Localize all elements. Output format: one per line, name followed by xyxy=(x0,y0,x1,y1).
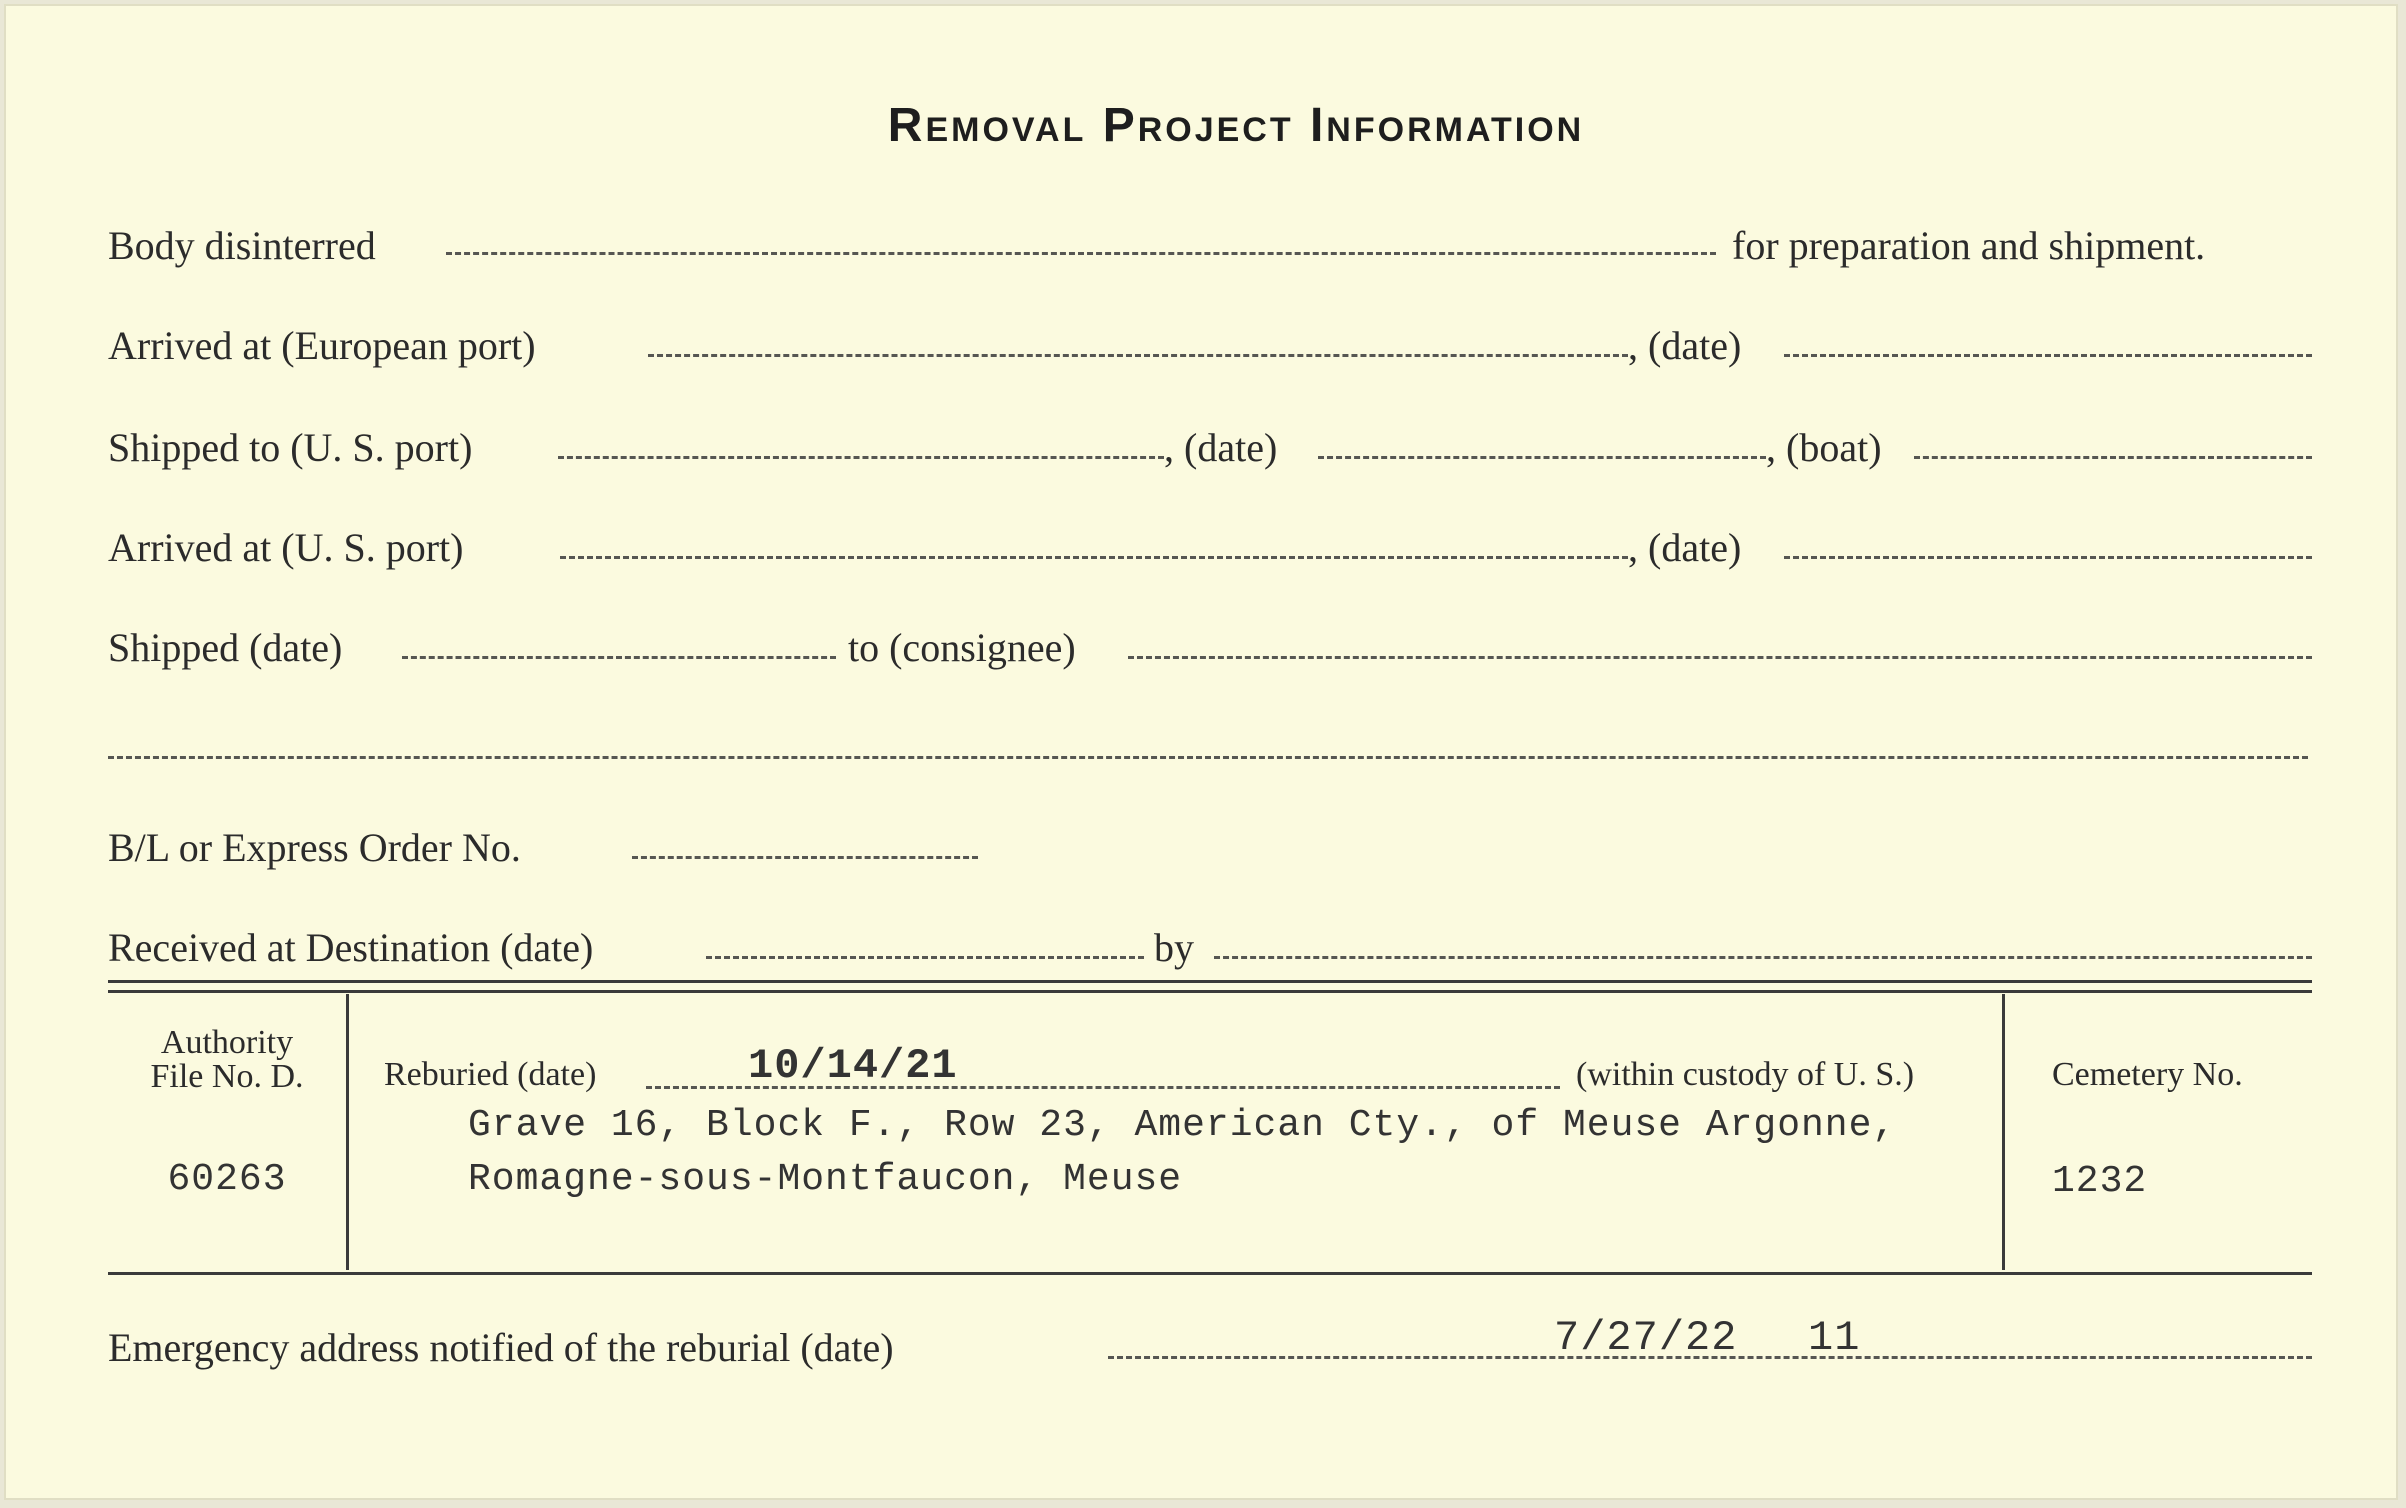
arrived-european-label: Arrived at (European port) xyxy=(108,323,536,368)
shipped-us-boat-label: , (boat) xyxy=(1766,425,1882,470)
body-disinterred-field xyxy=(446,252,1716,255)
cemetery-label: Cemetery No. xyxy=(2052,1056,2243,1093)
cemetery-number: 1232 xyxy=(2052,1160,2148,1203)
received-label: Received at Destination (date) xyxy=(108,925,594,970)
emergency-extra-value: 11 xyxy=(1808,1314,1861,1362)
page-title: Removal Project Information xyxy=(887,99,1585,152)
bl-order-label: B/L or Express Order No. xyxy=(108,825,521,870)
shipped-date-label: Shipped (date) xyxy=(108,625,343,670)
arrived-us-date-field xyxy=(1784,556,2312,559)
arrived-us-label: Arrived at (U. S. port) xyxy=(108,525,464,570)
arrived-us-date-label: , (date) xyxy=(1628,525,1742,570)
consignee-label: to (consignee) xyxy=(848,625,1076,670)
shipped-us-boat-field xyxy=(1914,456,2312,459)
shipped-date-field xyxy=(402,656,836,659)
divider-top-inner xyxy=(108,990,2312,993)
authority-label-line-1: Authority xyxy=(160,1024,294,1061)
shipped-us-port-field xyxy=(558,456,1164,459)
divider-top xyxy=(108,980,2312,983)
authority-label-line-2: File No. D. xyxy=(150,1058,304,1095)
bl-order-field xyxy=(632,856,978,859)
emergency-label: Emergency address notified of the reburial (date) xyxy=(108,1325,894,1370)
received-by-label: by xyxy=(1154,925,1194,970)
reburied-date-value: 10/14/21 xyxy=(748,1042,958,1090)
received-by-field xyxy=(1214,956,2312,959)
grave-location-line-2: Romagne-sous-Montfaucon, Meuse xyxy=(468,1158,1183,1201)
authority-file-number: 60263 xyxy=(167,1158,287,1201)
arrived-european-port-field xyxy=(648,354,1628,357)
emergency-date-value: 7/27/22 xyxy=(1554,1314,1738,1362)
shipped-us-label: Shipped to (U. S. port) xyxy=(108,425,473,470)
shipped-us-date-field xyxy=(1318,456,1766,459)
consignee-continuation-field xyxy=(108,756,2308,759)
arrived-european-date-label: , (date) xyxy=(1628,323,1742,368)
box-divider-left xyxy=(346,994,349,1270)
box-divider-right xyxy=(2002,994,2005,1270)
divider-bottom xyxy=(108,1272,2312,1275)
arrived-european-date-field xyxy=(1784,354,2312,357)
received-date-field xyxy=(706,956,1144,959)
arrived-us-port-field xyxy=(560,556,1628,559)
shipped-us-date-label: , (date) xyxy=(1164,425,1278,470)
custody-label: (within custody of U. S.) xyxy=(1576,1056,1915,1093)
record-card xyxy=(4,4,2398,1500)
authority-label xyxy=(122,1026,332,1094)
grave-location-line-1: Grave 16, Block F., Row 23, American Cty., of Meuse Argonne, xyxy=(468,1104,1897,1147)
consignee-field xyxy=(1128,656,2312,659)
preparation-suffix: for preparation and shipment. xyxy=(1732,223,2206,268)
body-disinterred-label: Body disinterred xyxy=(108,223,376,268)
reburied-label: Reburied (date) xyxy=(384,1056,597,1093)
